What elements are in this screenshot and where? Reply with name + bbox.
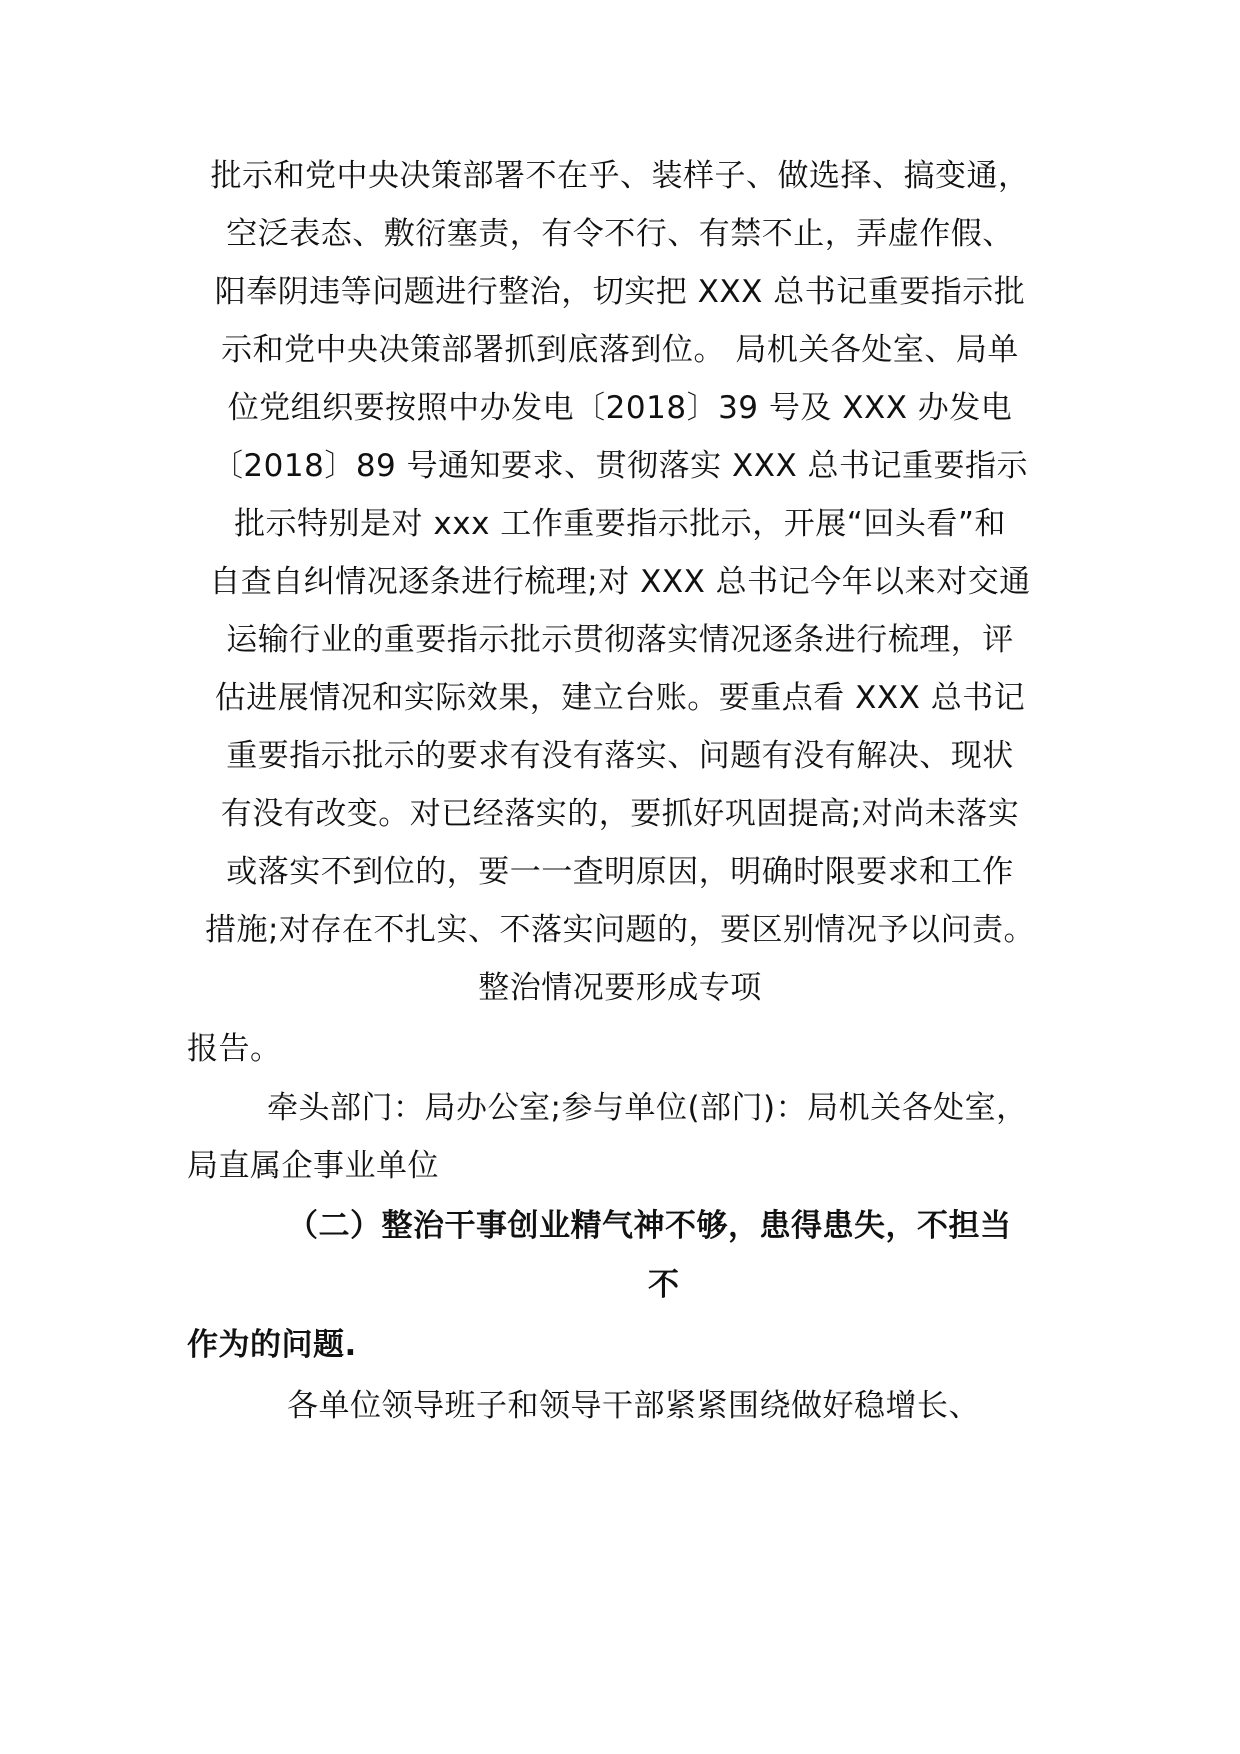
body-line-12: 有没有改变。对已经落实的，要抓好巩固提高;对尚未落实 (220, 796, 1020, 832)
section-heading-line-1: （二）整治干事创业精气神不够，患得患失，不担当 (287, 1208, 1012, 1244)
body-line-13: 或落实不到位的，要一一查明原因，明确时限要求和工作 (226, 854, 1014, 890)
body-line-7: 批示特别是对 xxx 工作重要指示批示，开展“回头看”和 (234, 506, 1006, 542)
last-paragraph-line: 各单位领导班子和领导干部紧紧围绕做好稳增长、 (287, 1388, 980, 1424)
body-line-3: 阳奉阴违等问题进行整治，切实把 XXX 总书记重要指示批 (214, 274, 1026, 310)
body-line-6: 〔2018〕89 号通知要求、贯彻落实 XXX 总书记重要指示 (211, 448, 1029, 484)
body-line-1: 批示和党中央决策部署不在乎、装样子、做选择、搞变通， (210, 158, 1030, 194)
body-line-4: 示和党中央决策部署抓到底落到位。 局机关各处室、局单 (221, 332, 1019, 368)
body-line-15: 整治情况要形成专项 (478, 970, 762, 1006)
body-line-8: 自查自纠情况逐条进行梳理;对 XXX 总书记今年以来对交通 (209, 564, 1031, 600)
body-line-2: 空泛表态、敷衍塞责，有令不行、有禁不止，弄虚作假、 (226, 216, 1014, 252)
body-line-10: 估进展情况和实际效果，建立台账。要重点看 XXX 总书记 (214, 680, 1026, 716)
body-line-9: 运输行业的重要指示批示贯彻落实情况逐条进行梳理，评 (226, 622, 1014, 658)
section-heading-line-3: 作为的问题. (187, 1327, 357, 1363)
body-line-14: 措施;对存在不扎实、不落实问题的，要区别情况予以问责。 (205, 912, 1035, 948)
lead-dept-line-2: 局直属企事业单位 (187, 1148, 439, 1184)
body-line-5: 位党组织要按照中办发电〔2018〕39 号及 XXX 办发电 (227, 390, 1013, 426)
report-end-line: 报告。 (187, 1031, 282, 1067)
body-line-11: 重要指示批示的要求有没有落实、问题有没有解决、现状 (226, 738, 1014, 774)
section-heading-line-2: 不 (648, 1267, 680, 1303)
lead-dept-line-1: 牵头部门：局办公室;参与单位(部门)：局机关各处室， (267, 1090, 1028, 1126)
